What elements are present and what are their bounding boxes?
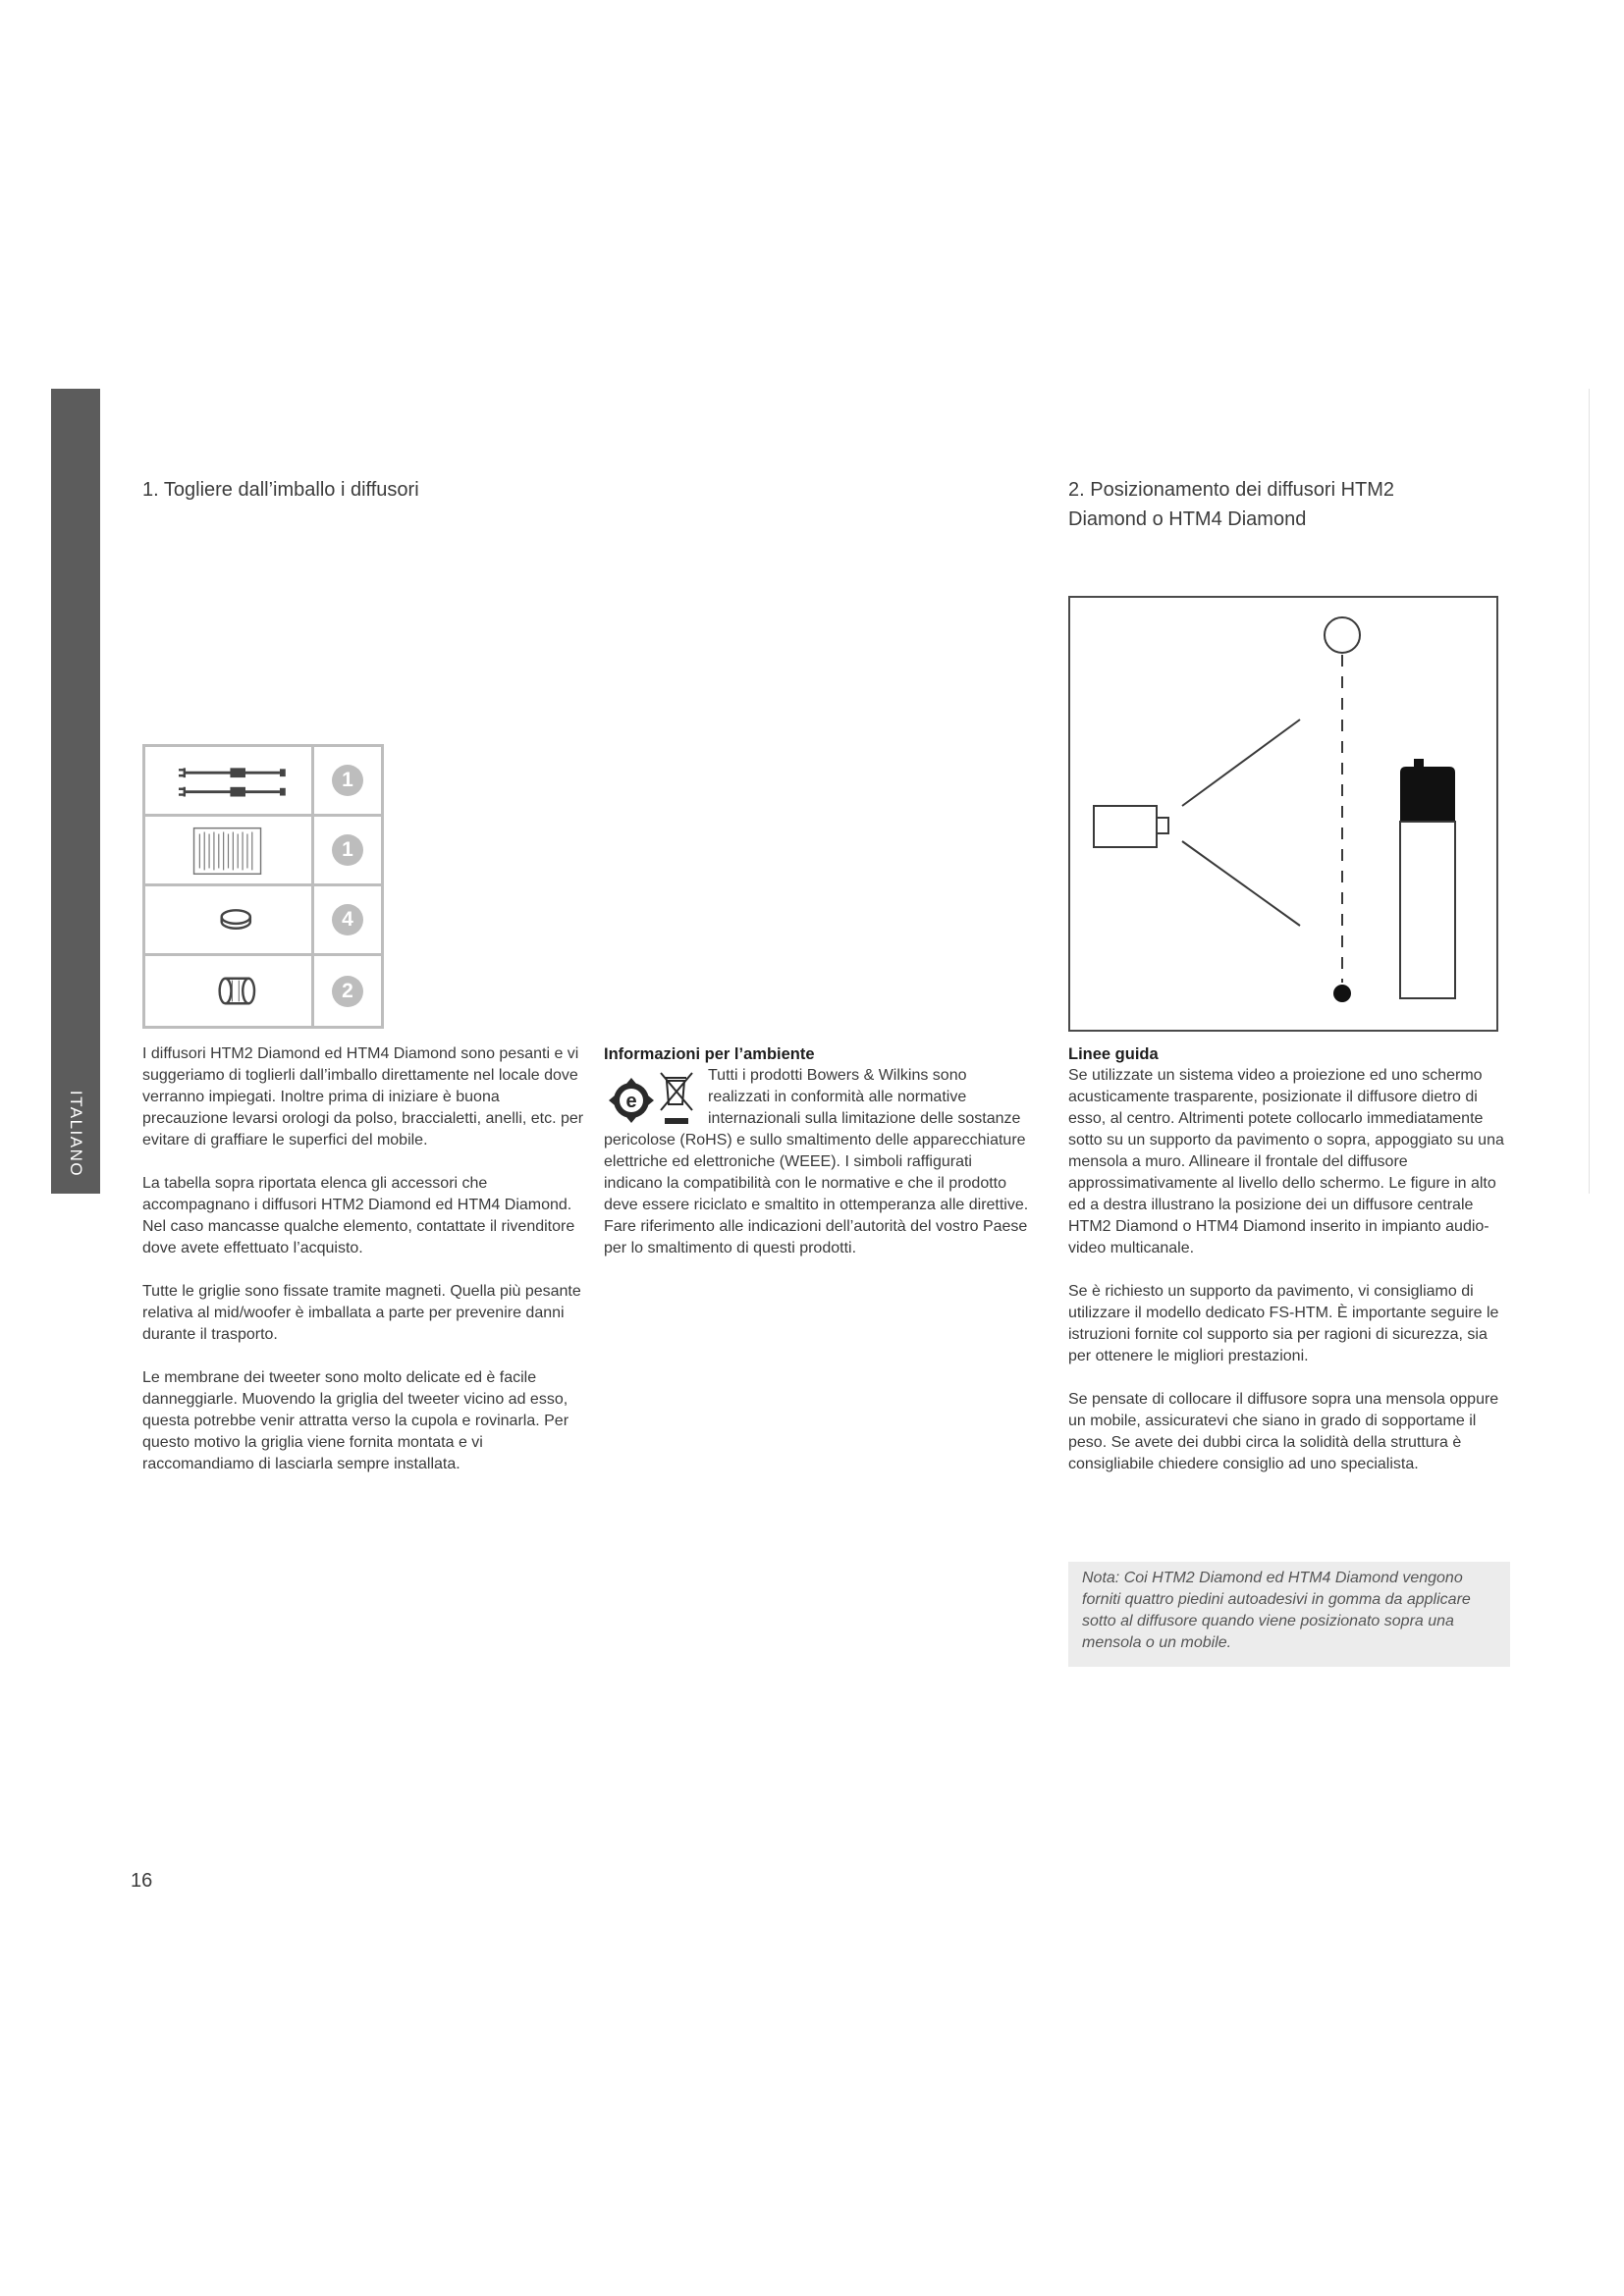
language-tab	[51, 389, 100, 1194]
projection-beam-bottom	[1182, 841, 1300, 926]
quantity-badge: 1	[332, 834, 363, 866]
projector-lens-icon	[1157, 818, 1168, 833]
compliance-symbols-art	[604, 1065, 704, 1130]
center-speaker-dot-icon	[1333, 985, 1351, 1002]
guidelines-column	[1068, 1043, 1510, 1497]
foam-bung-icon	[145, 956, 311, 1026]
paragraph: Se pensate di collocare il diffusore sopra una mensola oppure un mobile, assicuratevi che siano in grado di sopportame il peso. Se avete dei dubbi circa la solidità della struttura è consigliabile chiedere consiglio ad uno specialista.	[1068, 1391, 1499, 1472]
paragraph: Se utilizzate un sistema video a proiezione ed uno schermo acusticamente trasparente, posizionate il diffusore dietro di esso, al centro. Altrimenti potete collocarlo immediatamente sotto su un supporto da pavimento o sopra, appoggiato su una mensola a muro. Allineare il frontale del diffusore approssimativamente al livello dello schermo. Le figure in alto ed a destra illustrano la posizione dei un diffusore centrale HTM2 Diamond o HTM4 Diamond inserito in impianto audio-video multicanale.	[1068, 1067, 1504, 1256]
section-1-title: 1. Togliere dall’imballo i diffusori	[142, 479, 419, 501]
paragraph: I diffusori HTM2 Diamond ed HTM4 Diamond sono pesanti e vi suggeriamo di toglierli dall’imballo direttamente nel locale dove verranno impiegati. Inoltre prima di iniziare è buona precauzione levarsi orologi da polso, braccialetti, anelli, etc. per evitare di graffiare le superfici del mobile.	[142, 1045, 584, 1148]
quantity-badge: 1	[332, 765, 363, 796]
quantity-cell	[314, 956, 381, 1026]
guidelines-heading: Linee guida	[1068, 1045, 1159, 1063]
rohs-e-icon	[609, 1078, 654, 1123]
language-label-text: ITALIANO	[67, 1090, 85, 1178]
speaker-side-view-icon	[1400, 759, 1455, 998]
paragraph: Le membrane dei tweeter sono molto delicate ed è facile danneggiarle. Muovendo la griglia del tweeter vicino ad esso, questa potrebbe venir attratta verso la cupola e rovinarla. Per questo motivo la griglia viene fornita montata e vi raccomandiamo di lasciarla sempre installata.	[142, 1369, 569, 1472]
section-2-title	[1068, 475, 1394, 534]
environment-info-column	[604, 1043, 1031, 1259]
quantity-cell	[314, 817, 381, 886]
positioning-diagram-art	[1070, 598, 1496, 1030]
accessory-image-cell	[145, 956, 314, 1026]
quantity-badge: 2	[332, 976, 363, 1007]
page-number: 16	[131, 1870, 153, 1892]
instruction-leaflet-icon	[145, 817, 311, 883]
listener-head-icon	[1325, 617, 1360, 653]
paragraph: Tutte le griglie sono fissate tramite magneti. Quella più pesante relativa al mid/woofer è imballata a parte per prevenire danni durante il trasporto.	[142, 1283, 581, 1343]
projector-icon	[1094, 806, 1157, 847]
unpacking-text-column	[142, 1043, 584, 1497]
quantity-badge: 4	[332, 904, 363, 935]
svg-text:e: e	[625, 1091, 637, 1112]
weee-crossed-bin-icon	[661, 1073, 692, 1124]
accessory-image-cell	[145, 886, 314, 956]
note-box	[1068, 1562, 1510, 1667]
note-text: Nota: Coi HTM2 Diamond ed HTM4 Diamond vengono forniti quattro piedini autoadesivi in gomma da applicare sotto al diffusore quando viene posizionato sopra una mensola o un mobile.	[1082, 1570, 1471, 1651]
paragraph: La tabella sopra riportata elenca gli accessori che accompagnano i diffusori HTM2 Diamond ed HTM4 Diamond. Nel caso mancasse qualche elemento, contattate il rivenditore dove avete effettuato l’acquisto.	[142, 1175, 575, 1256]
speaker-cable-icon	[145, 747, 311, 814]
paragraph: Se è richiesto un supporto da pavimento, vi consigliamo di utilizzare il modello dedicato FS-HTM. È importante seguire le istruzioni fornite col supporto sia per ragioni di sicurezza, sia per ottenere le migliori prestazioni.	[1068, 1283, 1499, 1364]
section-2-title-line-2: Diamond o HTM4 Diamond	[1068, 508, 1307, 530]
environment-heading: Informazioni per l’ambiente	[604, 1045, 815, 1063]
right-margin-rule	[1589, 389, 1590, 1194]
compliance-logos	[604, 1065, 704, 1130]
accessory-image-cell	[145, 747, 314, 817]
section-2-title-line-1: 2. Posizionamento dei diffusori HTM2	[1068, 479, 1395, 501]
projection-beam-top	[1182, 720, 1300, 806]
quantity-cell	[314, 886, 381, 956]
rubber-foot-icon	[145, 886, 311, 953]
positioning-diagram	[1068, 596, 1498, 1032]
accessory-image-cell	[145, 817, 314, 886]
environment-body: Tutti i prodotti Bowers & Wilkins sono realizzati in conformità alle normative internazionali sulla limitazione delle sostanze pericolose (RoHS) e sullo smaltimento delle apparecchiature elettriche ed elettroniche (WEEE). I simboli raffigurati indicano la compatibilità con le normative e che il prodotto deve essere riciclato e smaltito in ottemperanza alle direttive. Fare riferimento alle indicazioni dell’autorità del vostro Paese per lo smaltimento di questi prodotti.	[604, 1067, 1029, 1256]
accessories-table	[142, 744, 384, 1029]
quantity-cell	[314, 747, 381, 817]
language-label	[51, 1080, 100, 1188]
